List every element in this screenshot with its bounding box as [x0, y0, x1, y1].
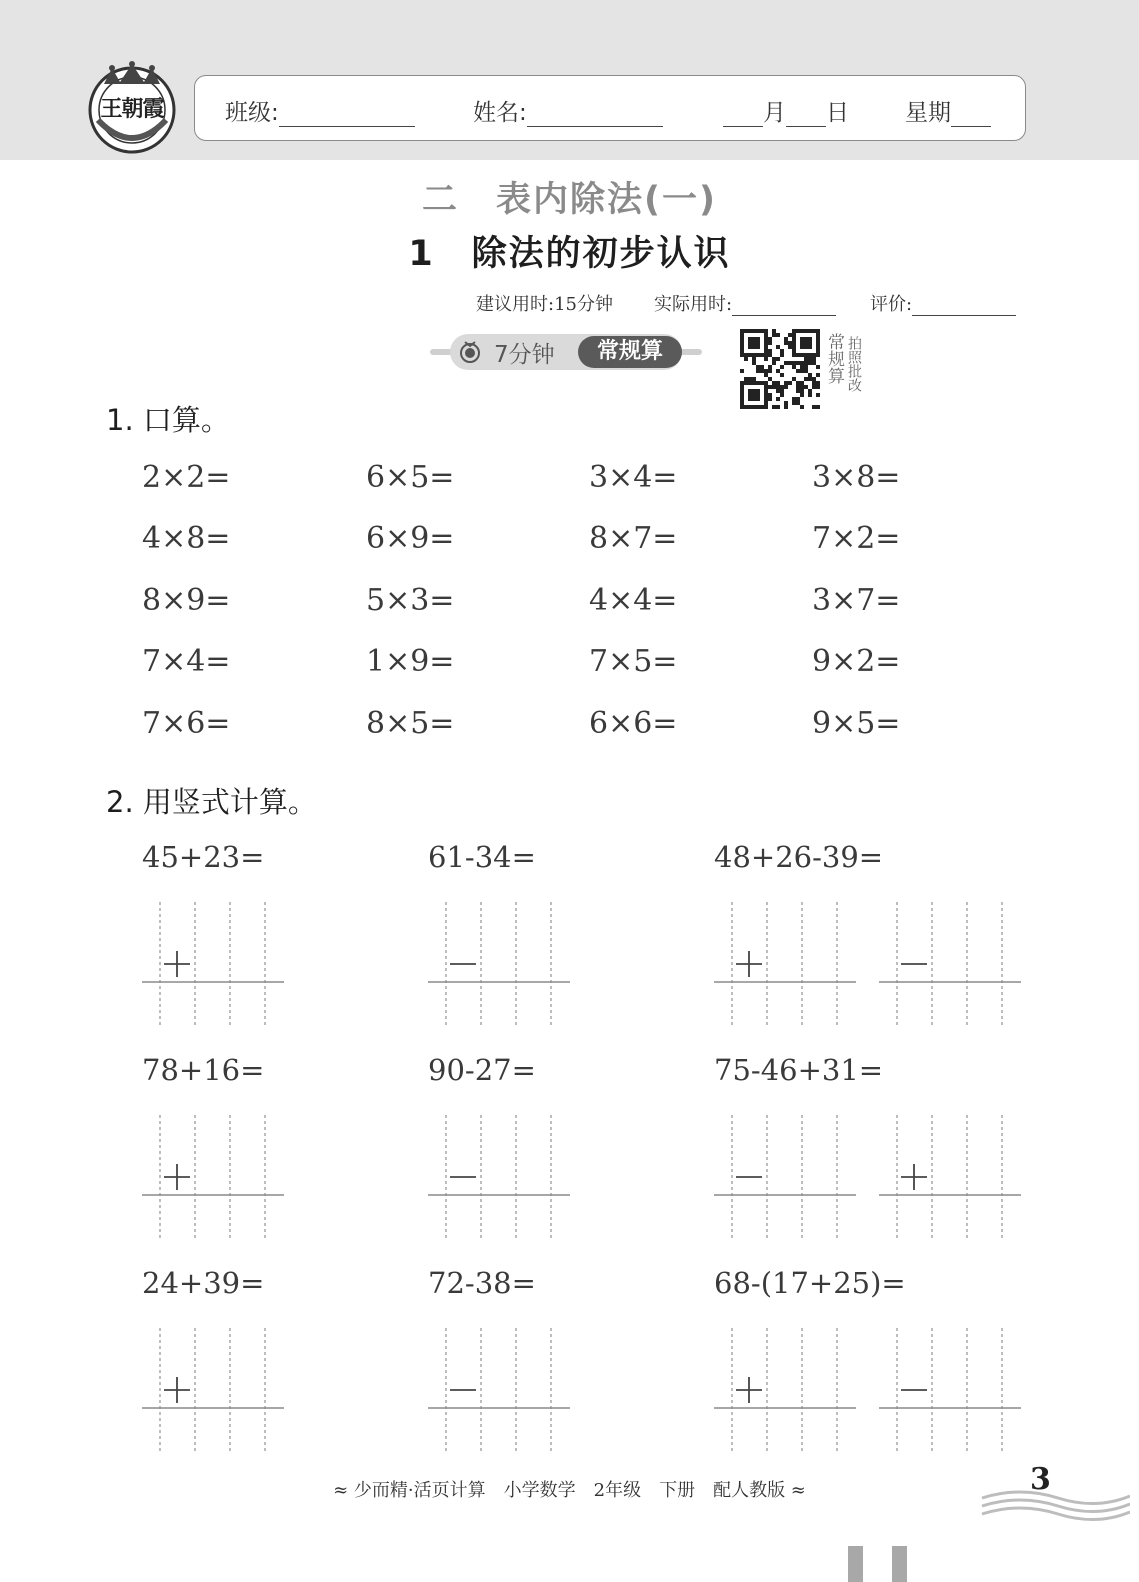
- brand-logo: [84, 58, 180, 154]
- rating-field[interactable]: [870, 290, 1016, 316]
- vertical-calc-grid[interactable]: [714, 1115, 856, 1239]
- qr-label-left: 常规算: [824, 333, 844, 384]
- oral-calc-item: 4×8=: [142, 521, 231, 556]
- vertical-calc-grid[interactable]: [142, 902, 284, 1026]
- qr-label-right: 拍照批改: [846, 336, 862, 392]
- logo-text: 王朝霞: [100, 96, 164, 122]
- plus-sign-icon: [901, 1164, 927, 1190]
- section1-title: 1. 口算。: [106, 403, 230, 437]
- lesson-title: 1 除法的初步认识: [408, 234, 731, 274]
- oral-calc-item: 3×8=: [812, 460, 901, 495]
- banner-time: 7分钟: [494, 342, 555, 368]
- oral-calc-item: 1×9=: [366, 644, 455, 679]
- oral-calc-item: 5×3=: [366, 583, 455, 618]
- date-field[interactable]: [723, 94, 849, 127]
- day-label: 日: [826, 100, 849, 126]
- plus-sign-icon: [164, 1377, 190, 1403]
- footer-text: ≈ 少而精·活页计算 小学数学 2年级 下册 配人教版 ≈: [333, 1480, 806, 1501]
- vertical-calc-expression: 45+23=: [142, 840, 265, 874]
- plus-sign-icon: [736, 951, 762, 977]
- actual-time-blank[interactable]: [732, 295, 836, 316]
- name-field[interactable]: [473, 94, 663, 127]
- name-blank[interactable]: [527, 102, 663, 127]
- student-info-box: [194, 75, 1026, 141]
- actual-time-label: 实际用时:: [654, 294, 733, 315]
- plus-sign-icon: [736, 1377, 762, 1403]
- oral-calc-item: 7×5=: [589, 644, 678, 679]
- oral-calc-item: 8×5=: [366, 706, 455, 741]
- suggested-time: 建议用时:15分钟: [476, 294, 613, 315]
- vertical-calc-grid[interactable]: [879, 1115, 1021, 1239]
- day-blank[interactable]: [786, 102, 826, 127]
- rating-blank[interactable]: [912, 295, 1016, 316]
- oral-calc-item: 6×5=: [366, 460, 455, 495]
- vertical-calc-expression: 72-38=: [428, 1266, 536, 1300]
- oral-calc-item: 7×2=: [812, 521, 901, 556]
- plus-sign-icon: [164, 1164, 190, 1190]
- wave-decoration-icon: [980, 1488, 1130, 1522]
- vertical-calc-grid[interactable]: [879, 1328, 1021, 1452]
- medal-icon: [458, 340, 482, 364]
- weekday-label: 星期: [905, 100, 951, 126]
- vertical-calc-expression: 68-(17+25)=: [714, 1266, 906, 1300]
- vertical-calc-expression: 75-46+31=: [714, 1053, 884, 1087]
- vertical-calc-grid[interactable]: [428, 902, 570, 1026]
- page-number: 3: [1030, 1462, 1051, 1497]
- oral-calc-item: 3×7=: [812, 583, 901, 618]
- chapter-title: 二 表内除法(一): [422, 180, 717, 220]
- vertical-calc-expression: 48+26-39=: [714, 840, 884, 874]
- oral-calc-item: 9×2=: [812, 644, 901, 679]
- section2-title: 2. 用竖式计算。: [106, 785, 317, 819]
- oral-calc-item: 2×2=: [142, 460, 231, 495]
- actual-time-field[interactable]: [654, 290, 836, 316]
- class-field[interactable]: [225, 94, 415, 127]
- name-label: 姓名:: [473, 100, 527, 126]
- vertical-calc-expression: 78+16=: [142, 1053, 265, 1087]
- oral-calc-item: 8×7=: [589, 521, 678, 556]
- bottom-bar-left: [848, 1546, 863, 1582]
- oral-calc-item: 4×4=: [589, 583, 678, 618]
- vertical-calc-grid[interactable]: [714, 902, 856, 1026]
- vertical-calc-expression: 61-34=: [428, 840, 536, 874]
- oral-calc-item: 8×9=: [142, 583, 231, 618]
- vertical-calc-grid[interactable]: [714, 1328, 856, 1452]
- vertical-calc-grid[interactable]: [428, 1328, 570, 1452]
- weekday-blank[interactable]: [951, 102, 991, 127]
- banner-tag: 常规算: [578, 336, 682, 368]
- oral-calc-item: 6×9=: [366, 521, 455, 556]
- vertical-calc-expression: 90-27=: [428, 1053, 536, 1087]
- plus-sign-icon: [164, 951, 190, 977]
- month-label: 月: [763, 100, 786, 126]
- month-blank[interactable]: [723, 102, 763, 127]
- oral-calc-item: 7×6=: [142, 706, 231, 741]
- oral-calc-item: 3×4=: [589, 460, 678, 495]
- weekday-field[interactable]: [905, 94, 991, 127]
- bottom-bar-right: [892, 1546, 907, 1582]
- class-label: 班级:: [225, 100, 279, 126]
- vertical-calc-grid[interactable]: [879, 902, 1021, 1026]
- vertical-calc-grid[interactable]: [142, 1115, 284, 1239]
- oral-calc-item: 7×4=: [142, 644, 231, 679]
- vertical-calc-grid[interactable]: [428, 1115, 570, 1239]
- class-blank[interactable]: [279, 102, 415, 127]
- qr-code-icon[interactable]: [740, 329, 820, 409]
- vertical-calc-grid[interactable]: [142, 1328, 284, 1452]
- vertical-calc-expression: 24+39=: [142, 1266, 265, 1300]
- oral-calc-item: 6×6=: [589, 706, 678, 741]
- rating-label: 评价:: [870, 294, 913, 315]
- oral-calc-item: 9×5=: [812, 706, 901, 741]
